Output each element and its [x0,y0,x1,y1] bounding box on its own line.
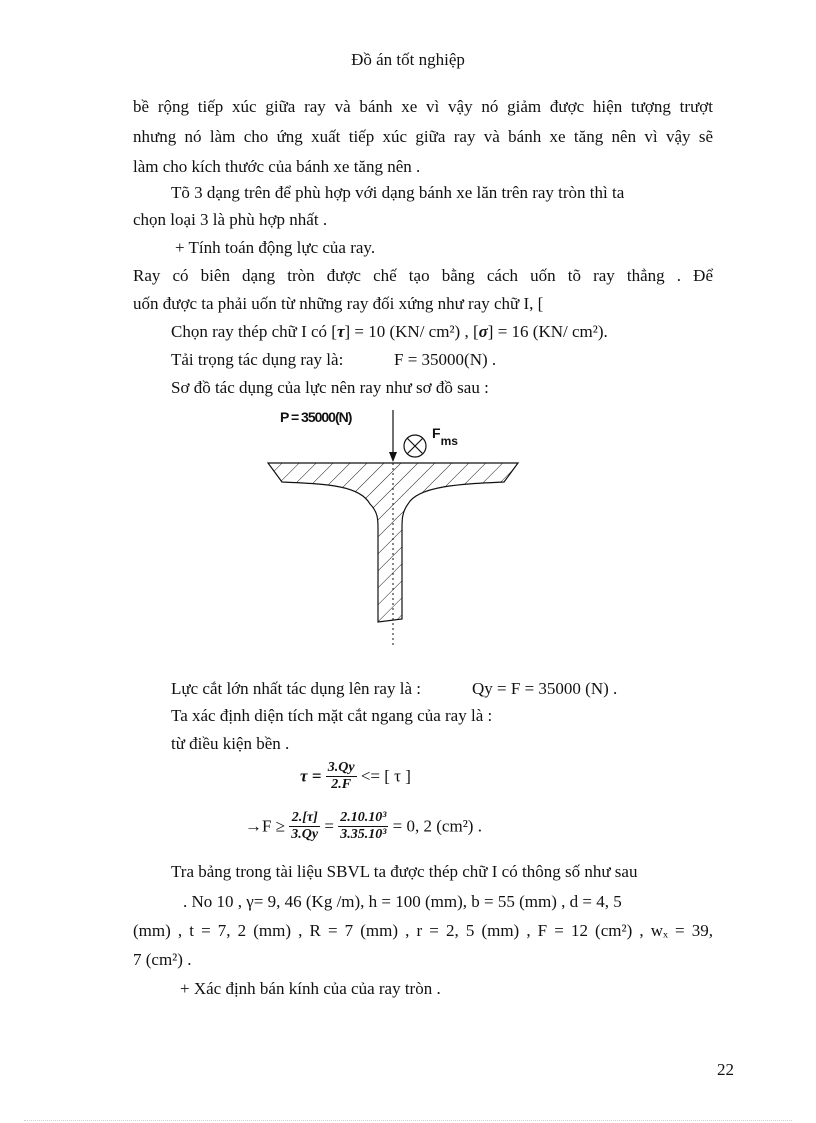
shear-label: Lực cắt lớn nhất tác dụng lên ray là : [171,679,421,698]
params-line1: . No 10 , γ= 9, 46 (Kg /m), h = 100 (mm), b = 55 (mm) , d = 4, 5 [183,892,622,911]
para1-line2: nhưng nó làm cho ứng xuất tiếp xúc giữa ray và bánh xe tăng nên vì vậy sẽ [133,127,713,146]
section-heading-dynamics: + Tính toán động lực của ray. [175,238,376,257]
rail-force-diagram [260,400,530,650]
page-bottom-border [24,1120,792,1121]
equation-shear-stress: τ = $\frac{3.Qy}{2.F}$ <= [ τ ] [300,760,411,792]
page-header: Đồ án tốt nghiệp [351,50,465,69]
page-number: 22 [717,1060,734,1079]
para3-line1: Ray có biên dạng tròn được chế tạo bằng cách uốn tõ ray thẳng . Để [133,266,713,285]
table-intro: Tra bảng trong tài liệu SBVL ta được thép chữ I có thông số như sau [171,862,638,881]
para1-line1: bề rộng tiếp xúc giữa ray và bánh xe vì vậy nó giảm được hiện tượng trượt [133,97,713,116]
material-selection: Chọn ray thép chữ I có [τ] = 10 (KN/ cm²) , [σ] = 16 (KN/ cm²). [171,322,608,341]
params-line2: (mm) , t = 7, 2 (mm) , R = 7 (mm) , r = 2, 5 (mm) , F = 12 (cm²) , wₓ = 39, [133,921,713,940]
force-arrow-head [389,452,397,462]
para2-line1: Tõ 3 dạng trên để phù hợp với dạng bánh xe lăn trên ray tròn thì ta [171,183,625,202]
para3-line2: uốn được ta phải uốn từ những ray đối xứng như ray chữ I, [ [133,294,544,313]
fraction-shear: $\frac{3.Qy}{2.F}$ [327,760,355,792]
params-line3: 7 (cm²) . [133,950,192,969]
diagram-intro: Sơ đồ tác dụng của lực nên ray như sơ đồ sau : [171,378,489,397]
load-value: F = 35000(N) . [394,350,497,369]
para2-line2: chọn loại 3 là phù hợp nhất . [133,210,328,229]
equation-area-condition: →F ≥ $\frac{2.[\tau]}{3.Qy}$ = $\frac{\text{2.10.10³}}{\text{3.35.10³}}$ = 0, 2 (cm²) . [245,810,482,842]
fraction-area-2: $\frac{\text{2.10.10³}}{\text{3.35.10³}}$ [340,810,387,842]
sigma-symbol: σ [478,322,488,341]
shear-value: Qy = F = 35000 (N) . [472,679,618,698]
friction-label: Fms [432,425,458,448]
load-label: Tải trọng tác dụng ray là: [171,350,344,369]
tau-symbol: τ [336,322,345,341]
strength-intro: từ điều kiện bền . [171,734,290,753]
force-label: P = 35000(N) [280,409,352,425]
area-intro: Ta xác định diện tích mặt cắt ngang của ray là : [171,706,493,725]
fraction-area-1: $\frac{2.[\tau]}{3.Qy}$ [291,810,319,842]
section-heading-radius: + Xác định bán kính của của ray tròn . [180,979,441,998]
para1-line3: làm cho kích thước của bánh xe tăng nên . [133,157,421,176]
